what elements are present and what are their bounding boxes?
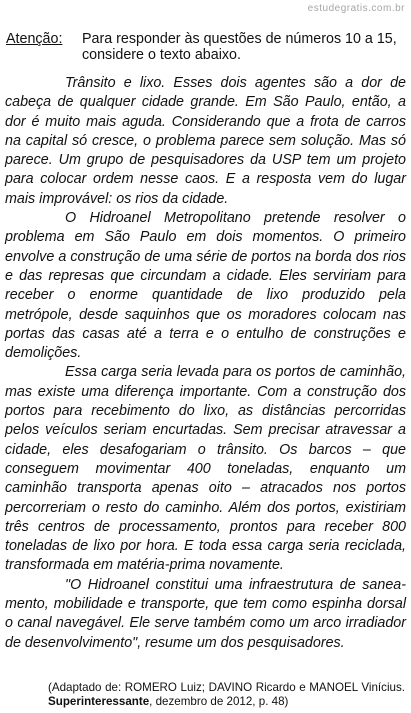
paragraph-4: "O Hidroanel constitui uma infraestrutura de saneamento, mobilidade e transporte, que tem como espinha dorsal o canal navegável. Ele serve também como um arco irradiador de desenvolvimento", resume um dos pesquisadores.	[5, 576, 406, 651]
paragraph-1: Trânsito e lixo. Esses dois agentes são a dor de cabeça de qualquer cidade grande. Em São Paulo, então, a dor é muito mais aguda. Considerando que a frota de carros na capital só cresce, o problema parece sem solução. Mas só parece. Um grupo de pesquisadores da USP tem um projeto para colocar ordem nesse caos. E a resposta vem do lugar mais improvável: os rios da cidade.	[5, 75, 406, 207]
paragraph-3: Essa carga seria levada para os portos de caminhão, mas existe uma diferença importante. Com a construção dos portos para recebimento do lixo, as distâncias percorridas pelos veículos seriam encurtadas. Sem precisar atravessar a cidade, eles desafogariam o trânsito. Os barcos – que conseguem movimentar 400 toneladas, enquanto um caminhão transporta apenas oito – atracados nos portos percorreriam o resto do caminho. Além dos portos, existiriam três centros de processamento, prontos para receber 800 toneladas de lixo por hora. E toda essa carga seria reciclada, transformada em matéria-prima novamente.	[5, 364, 406, 574]
attention-label: Atenção:	[6, 31, 63, 47]
paragraph-2: O Hidroanel Metropolitano pretende resolver o problema em São Paulo em dois momentos. O primeiro envolve a construção de uma série de portos na borda dos rios e das represas que circundam a cidade. Eles serviriam para receber o enorme quantidade de lixo produzido pela metrópole, desde saquinhos que os moradores colocam nas portas das casas até a terra e o entulho de construções e demolições.	[5, 210, 406, 362]
article-text	[5, 74, 406, 653]
attention-header	[6, 31, 405, 63]
watermark: estudegratis.com.br	[307, 3, 405, 14]
magazine-title: Superinteressante	[48, 694, 150, 708]
instruction-text: Para responder às questões de números 10 a 15, considere o texto abaixo.	[82, 31, 397, 63]
source-prefix: (Adaptado de: ROMERO Luiz; DAVINO Ricardo e MANOEL Vinícius.	[48, 681, 405, 694]
source-citation	[48, 681, 405, 708]
source-suffix: , dezembro de 2012, p. 48)	[149, 694, 289, 708]
